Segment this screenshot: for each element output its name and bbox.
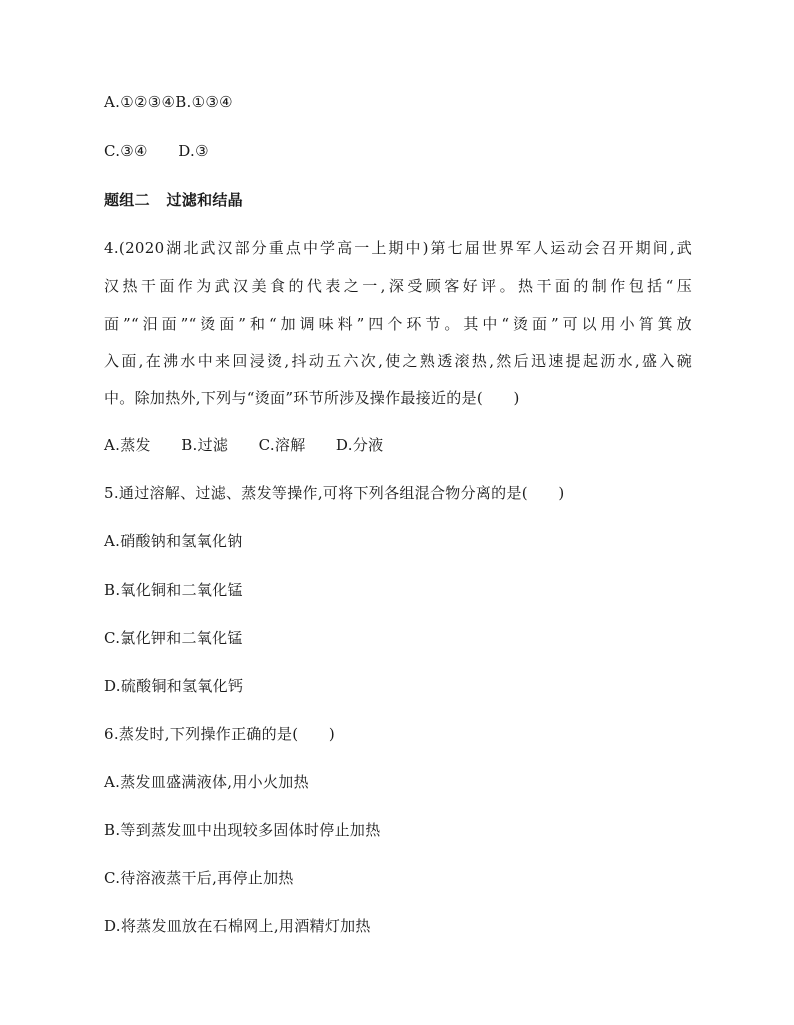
q6-option-a: A.蒸发皿盛满液体,用小火加热	[104, 773, 309, 791]
section-heading: 题组二 过滤和结晶	[104, 191, 243, 209]
q3-option-line-2: C.③④ D.③	[104, 142, 209, 160]
q6-option-b: B.等到蒸发皿中出现较多固体时停止加热	[104, 821, 381, 839]
q5-option-c: C.氯化钾和二氧化锰	[104, 629, 243, 647]
q4-stem-line-5: 中。除加热外,下列与“烫面”环节所涉及操作最接近的是( )	[104, 389, 520, 407]
q4-stem-line-4: 入面,在沸水中来回浸烫,抖动五六次,使之熟透滚热,然后迅速提起沥水,盛入碗	[104, 352, 692, 370]
q3-option-line-1: A.①②③④B.①③④	[104, 93, 233, 111]
q4-stem-line-1: 4.(2020湖北武汉部分重点中学高一上期中)第七届世界军人运动会召开期间,武	[104, 239, 692, 257]
q6-option-c: C.待溶液蒸干后,再停止加热	[104, 869, 294, 887]
q5-option-b: B.氧化铜和二氧化锰	[104, 581, 243, 599]
q4-stem-line-3: 面”“汨面”“烫面”和“加调味料”四个环节。其中“烫面”可以用小筲箕放	[104, 315, 692, 333]
q5-option-d: D.硫酸铜和氢氧化钙	[104, 677, 244, 695]
q5-stem: 5.通过溶解、过滤、蒸发等操作,可将下列各组混合物分离的是( )	[104, 484, 565, 502]
q5-option-a: A.硝酸钠和氢氧化钠	[104, 532, 243, 550]
q6-stem: 6.蒸发时,下列操作正确的是( )	[104, 725, 335, 743]
q6-option-d: D.将蒸发皿放在石棉网上,用酒精灯加热	[104, 917, 371, 935]
q4-options: A.蒸发 B.过滤 C.溶解 D.分液	[104, 436, 384, 454]
q4-stem-line-2: 汉热干面作为武汉美食的代表之一,深受顾客好评。热干面的制作包括“压	[104, 277, 692, 295]
